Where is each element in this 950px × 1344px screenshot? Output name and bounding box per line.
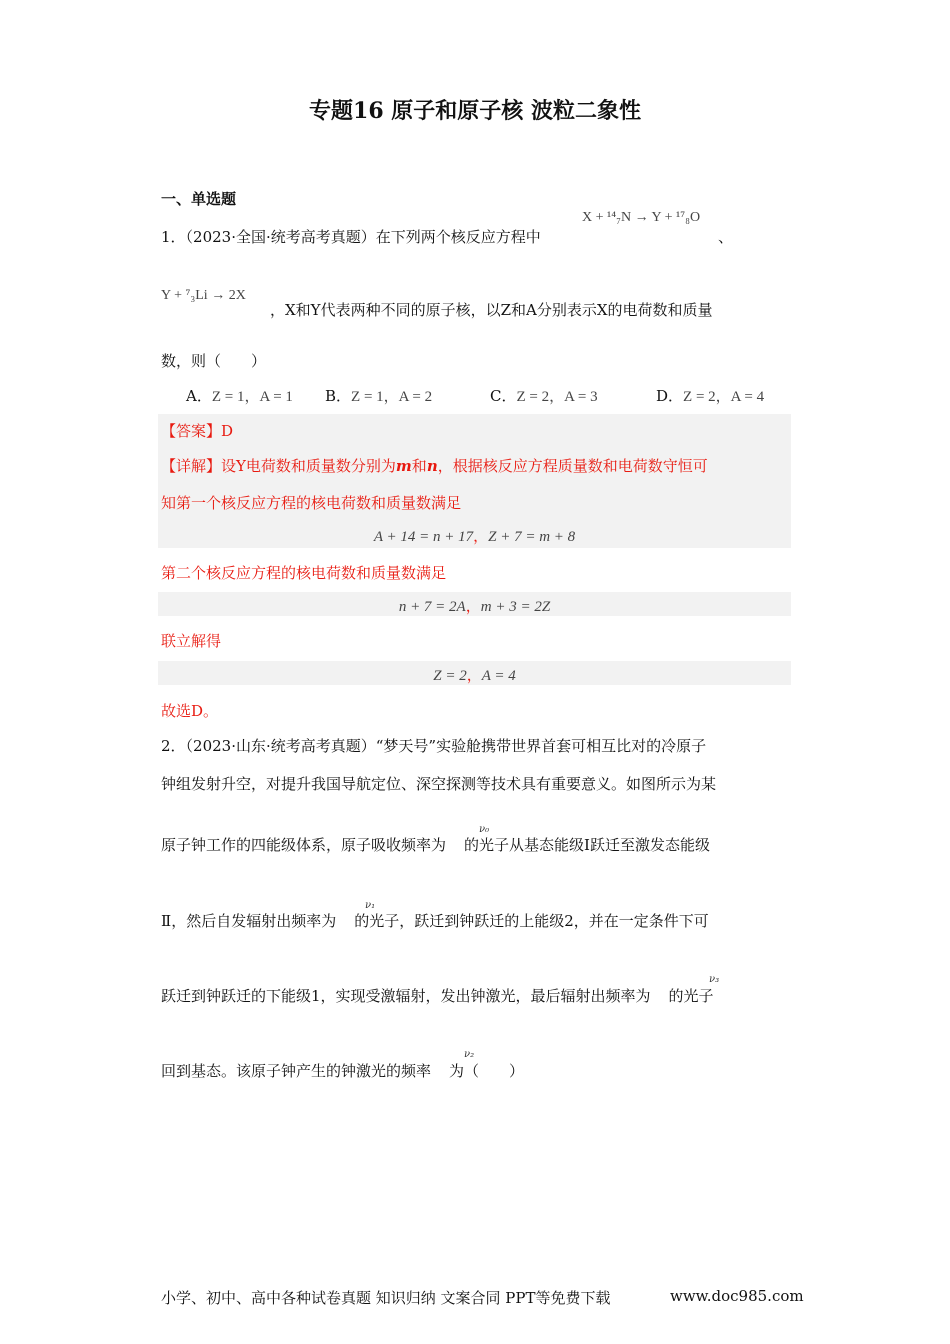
q2-line2: 钟组发射升空，对提升我国导航定位、深空探测等技术具有重要意义。如图所示为某 xyxy=(161,775,717,793)
q1-source: （2023·全国·统考高考真题） xyxy=(185,228,376,246)
nu1-symbol: ν₁ xyxy=(365,900,376,911)
q1-stem-b: ，X和Y代表两种不同的原子核，以Z和A分别表示X的电荷数和质量 xyxy=(270,301,713,319)
detail-text: 设Y电荷数和质量数分别为 xyxy=(221,457,396,475)
q1-separator: 、 xyxy=(718,228,734,246)
q2-line5 xyxy=(161,985,714,1006)
nu2-symbol: ν₂ xyxy=(464,1049,475,1060)
q1-answer xyxy=(161,420,233,441)
q1-equation-row-1 xyxy=(158,525,791,546)
q1-option-c[interactable] xyxy=(490,385,598,406)
var-m: m xyxy=(395,457,412,475)
detail-and: 和 xyxy=(411,457,427,475)
q1-option-a[interactable] xyxy=(186,385,293,406)
q2-line5-a: 跃迁到钟跃迁的下能级1，实现受激辐射，发出钟激光，最后辐射出频率为 xyxy=(161,987,651,1005)
q2-line4-b: 的光子，跃迁到钟跃迁的上能级2，并在一定条件下可 xyxy=(354,912,709,930)
q1-stem-line1 xyxy=(161,226,541,247)
equation-a2: Z + 7 = m + 8 xyxy=(488,529,576,545)
comma: ， xyxy=(465,597,481,615)
q2-line5-b: 的光子 xyxy=(668,987,714,1005)
equation-c2: A = 4 xyxy=(481,668,516,684)
equation-a1: A + 14 = n + 17 xyxy=(373,529,474,545)
q1-detail-line1 xyxy=(161,455,708,476)
option-label: B． xyxy=(325,387,352,405)
answer-tag: 【答案】 xyxy=(161,422,222,440)
q1-equation-2: Y + ⁷₃Li → 2X xyxy=(161,288,246,303)
option-label: D． xyxy=(656,387,684,405)
option-text: Z = 1，A = 2 xyxy=(351,389,433,405)
q1-equation-row-3 xyxy=(158,664,791,685)
detail-tag: 【详解】 xyxy=(161,457,222,475)
option-label: C． xyxy=(490,387,517,405)
option-label: A． xyxy=(186,387,212,405)
q2-line3-a: 原子钟工作的四能级体系，原子吸收频率为 xyxy=(161,836,447,854)
nu3-symbol: ν₃ xyxy=(709,974,720,985)
q1-number: 1． xyxy=(161,228,186,246)
q1-stem-a: 在下列两个核反应方程中 xyxy=(375,228,541,246)
q2-line6 xyxy=(161,1060,524,1081)
detail-text-b: ，根据核反应方程质量数和电荷数守恒可 xyxy=(437,457,708,475)
q1-equation-row-2 xyxy=(158,595,791,616)
section-heading: 一、单选题 xyxy=(161,190,237,208)
footer-url[interactable]: www.doc985.com xyxy=(670,1287,804,1305)
q2-line3 xyxy=(161,834,710,855)
equation-b2: m + 3 = 2Z xyxy=(480,599,551,615)
nu0-symbol: ν₀ xyxy=(479,824,490,835)
q1-detail-line2: 知第一个核反应方程的核电荷数和质量数满足 xyxy=(161,494,462,512)
answer-value: D xyxy=(221,422,234,440)
q1-option-b[interactable] xyxy=(325,385,432,406)
q2-line4 xyxy=(161,910,709,931)
comma: ， xyxy=(466,666,482,684)
page-title: 专题16 原子和原子核 波粒二象性 xyxy=(309,98,641,124)
q1-detail-line4: 联立解得 xyxy=(161,632,222,650)
q2-line6-b: 为（ ） xyxy=(449,1062,525,1080)
q1-conclusion: 故选D。 xyxy=(161,702,219,720)
q2-line1 xyxy=(161,735,706,756)
option-text: Z = 1，A = 1 xyxy=(211,389,293,405)
q1-option-d[interactable] xyxy=(656,385,764,406)
equation-c1: Z = 2 xyxy=(433,668,467,684)
q1-stem-c: 数，则（ ） xyxy=(161,352,267,370)
option-text: Z = 2，A = 4 xyxy=(683,389,765,405)
option-text: Z = 2，A = 3 xyxy=(516,389,598,405)
comma: ， xyxy=(473,527,489,545)
footer-text: 小学、初中、高中各种试卷真题 知识归纳 文案合同 PPT等免费下载 xyxy=(161,1289,611,1307)
q1-detail-line3: 第二个核反应方程的核电荷数和质量数满足 xyxy=(161,564,447,582)
q2-line6-a: 回到基态。该原子钟产生的钟激光的频率 xyxy=(161,1062,432,1080)
q2-number: 2． xyxy=(161,737,186,755)
q2-source: （2023·山东·统考高考真题） xyxy=(185,737,376,755)
equation-b1: n + 7 = 2A xyxy=(398,599,466,615)
q2-line3-b: 的光子从基态能级I跃迁至激发态能级 xyxy=(464,836,710,854)
q2-text: “梦天号”实验舱携带世界首套可相互比对的冷原子 xyxy=(375,737,707,755)
q1-equation-1: X + ¹⁴₇N → Y + ¹⁷₈O xyxy=(582,210,701,225)
var-n: n xyxy=(426,457,438,475)
q2-line4-a: Ⅱ，然后自发辐射出频率为 xyxy=(161,912,337,930)
